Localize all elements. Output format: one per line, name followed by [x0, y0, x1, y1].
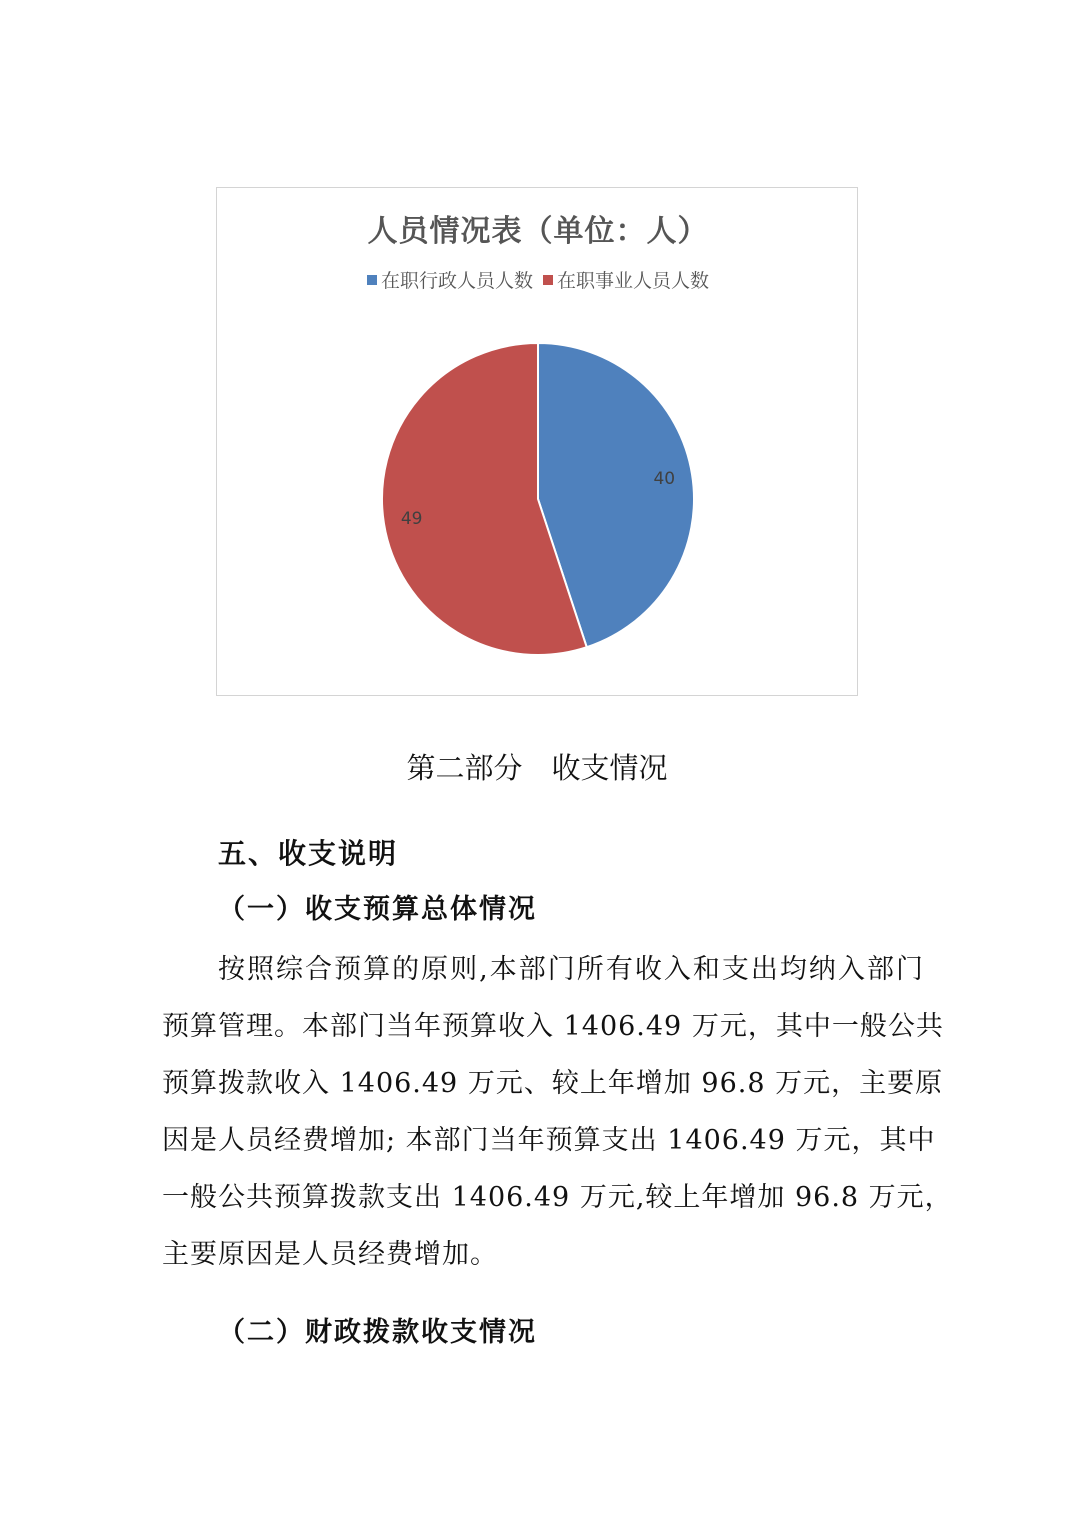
- subsection-heading-fiscal-allocation: （二）财政拨款收支情况: [218, 1317, 537, 1348]
- pie-chart-frame: [216, 187, 858, 696]
- chart-title: 人员情况表（单位：人）: [367, 214, 709, 249]
- data-label-institution: 49: [400, 509, 423, 530]
- paragraph-line: 一般公共预算拨款支出 1406.49 万元,较上年增加 96.8 万元，: [162, 1182, 953, 1213]
- data-label-admin: 40: [653, 468, 676, 489]
- pie-svg: [217, 188, 859, 697]
- paragraph-line: 按照综合预算的原则,本部门所有收入和支出均纳入部门: [218, 954, 924, 985]
- legend-label-institution: 在职事业人员人数: [557, 270, 710, 292]
- section-heading: 五、收支说明: [218, 837, 399, 870]
- paragraph-line: 因是人员经费增加; 本部门当年预算支出 1406.49 万元，其中: [162, 1125, 936, 1156]
- part-heading: 第二部分 收支情况: [406, 751, 668, 785]
- paragraph-line: 预算拨款收入 1406.49 万元、较上年增加 96.8 万元，主要原: [162, 1068, 944, 1099]
- legend-label-admin: 在职行政人员人数: [380, 270, 533, 292]
- paragraph-line: 主要原因是人员经费增加。: [162, 1239, 498, 1270]
- subsection-heading-budget-overview: （一）收支预算总体情况: [218, 894, 537, 925]
- paragraph-line: 预算管理。本部门当年预算收入 1406.49 万元，其中一般公共: [162, 1011, 944, 1042]
